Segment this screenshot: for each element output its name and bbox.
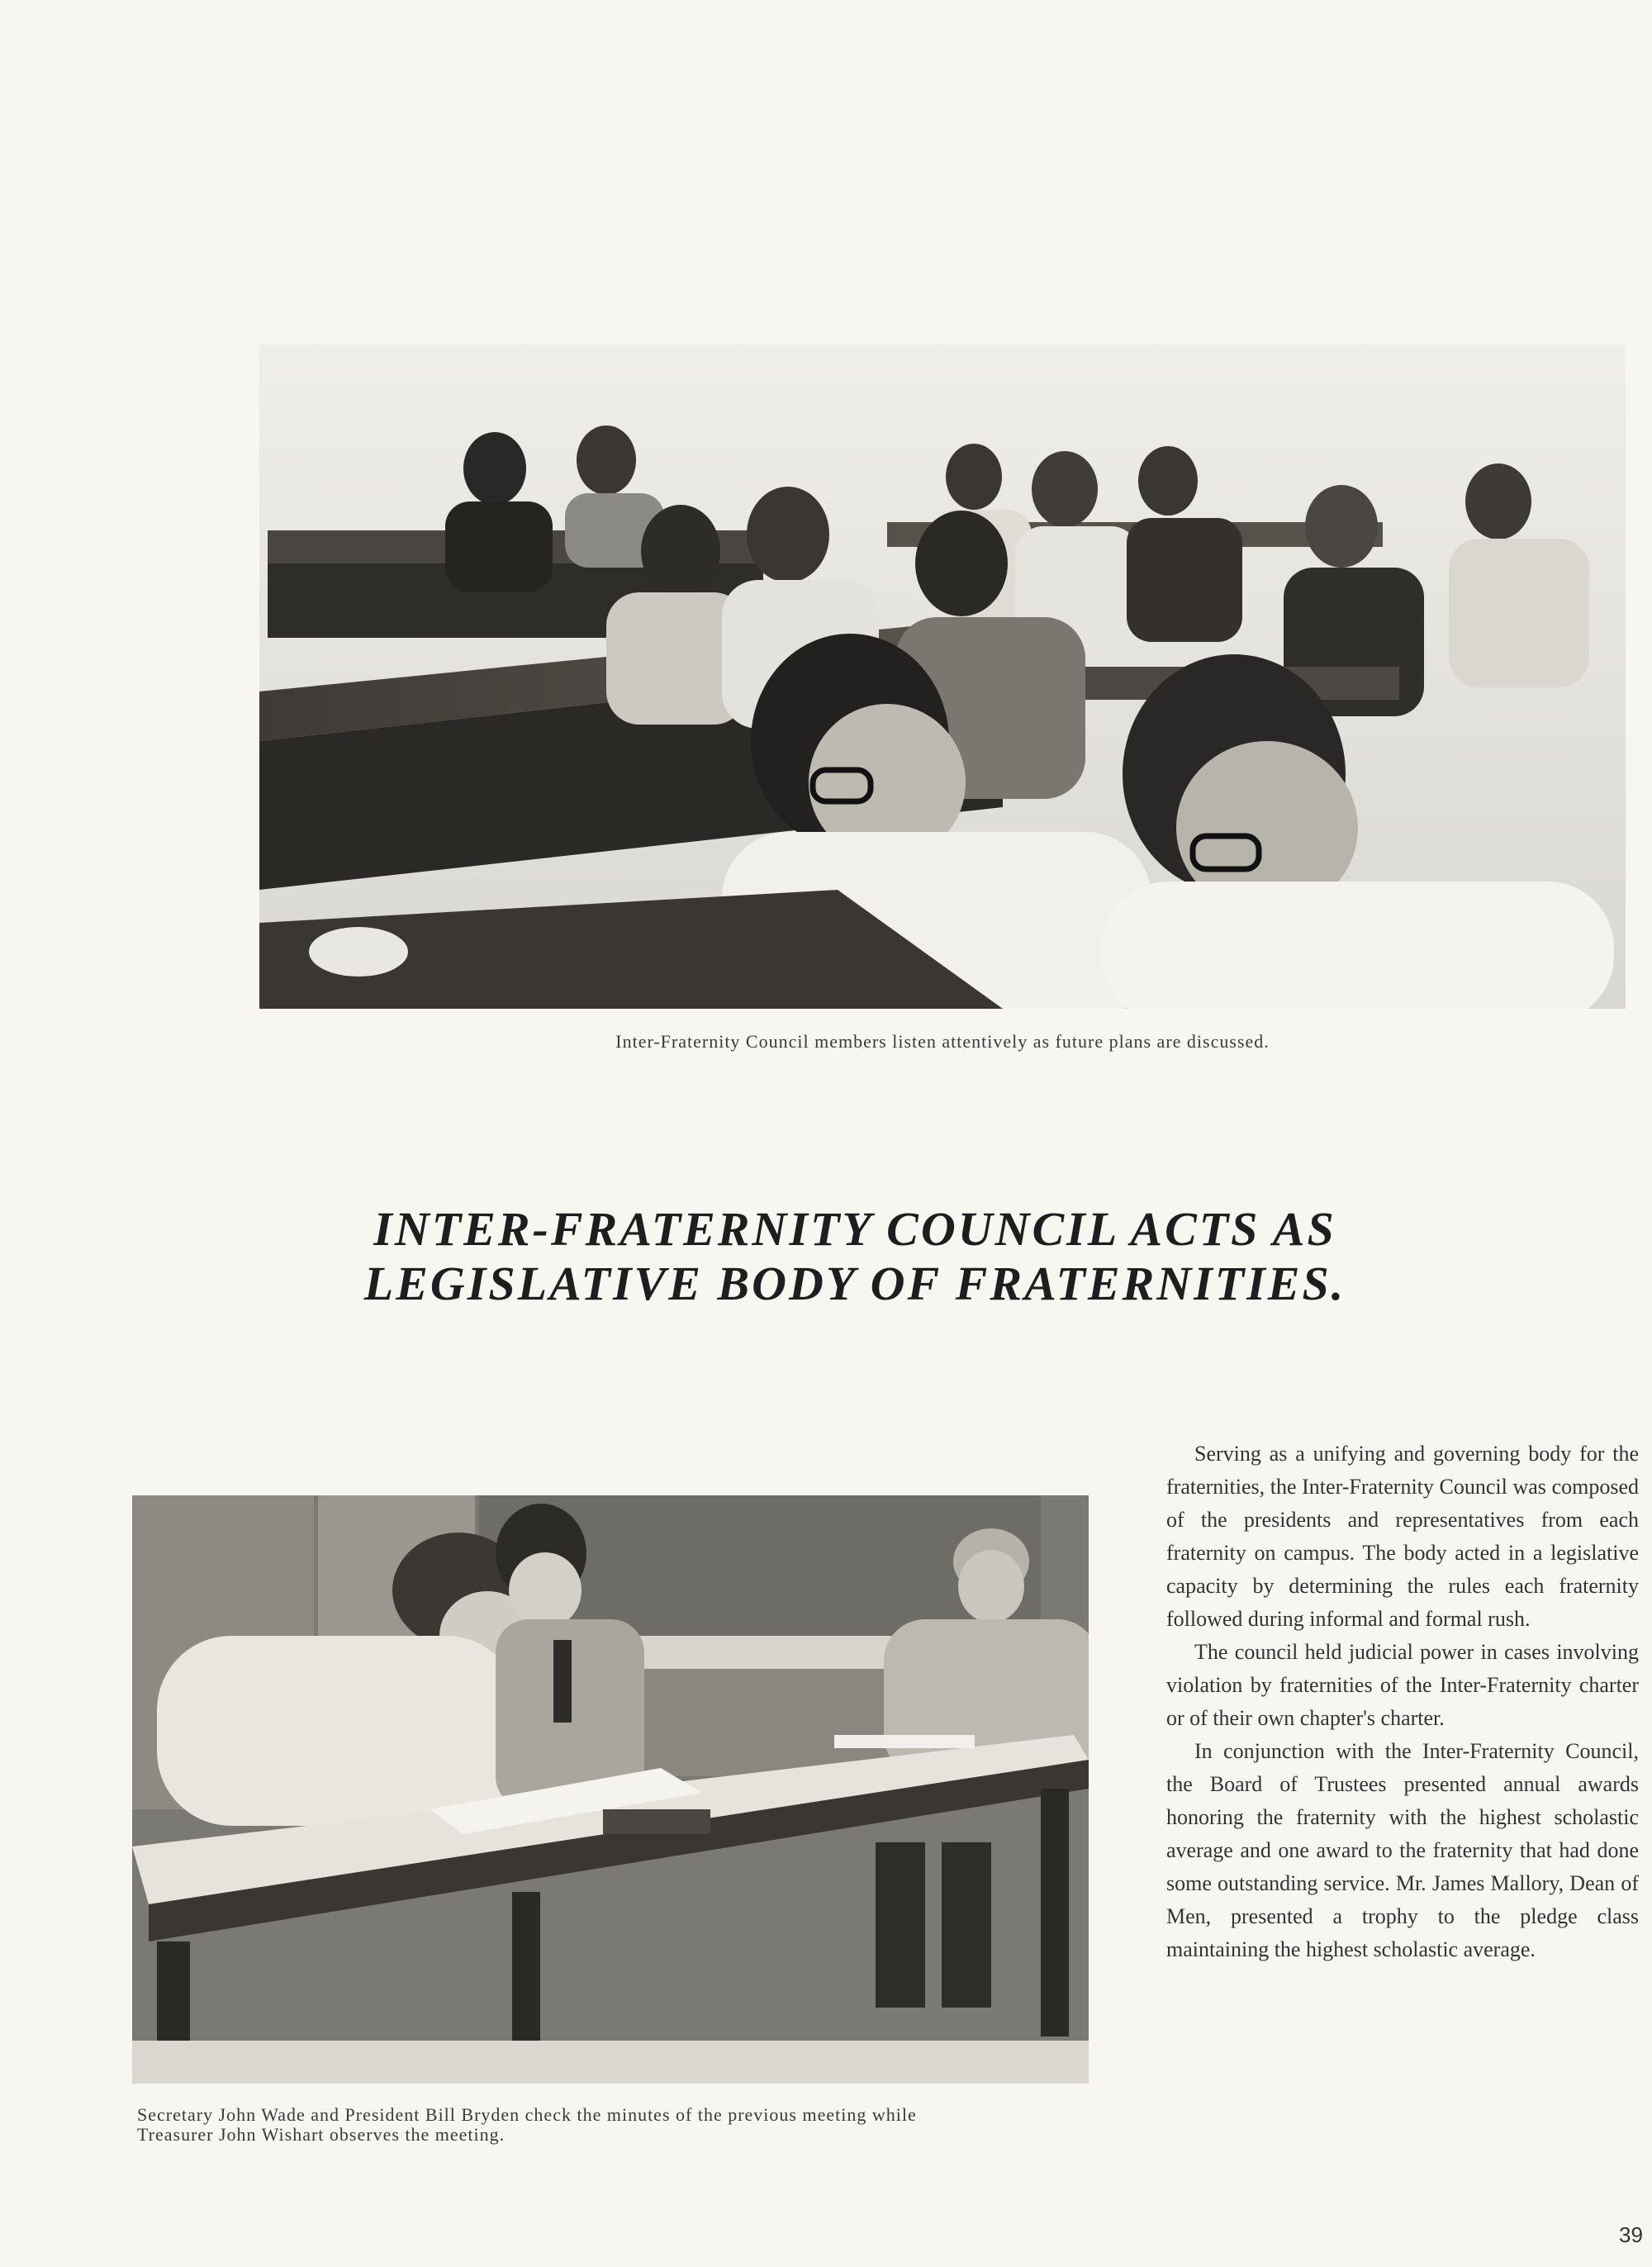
body-paragraph: Serving as a unifying and governing body for the fraternities, the Inter-Fraternity Council was composed of the presidents and representatives from each fraternity on campus. The body acted in a legislative capacity by determining the rules each fraternity followed during informal and formal rush. [1166,1442,1639,1631]
body-paragraph: The council held judicial power in cases involving violation by fraternities of the Inter-Fraternity charter or of their own chapter's charter. [1166,1640,1639,1730]
bottom-photo [132,1495,1089,2084]
body-text-column [1166,1438,1639,1966]
bottom-caption-line-1: Secretary John Wade and President Bill Bryden check the minutes of the previous meeting while [137,2104,917,2125]
bottom-caption-line-2: Treasurer John Wishart observes the meeting. [137,2124,506,2145]
top-photo-caption: Inter-Fraternity Council members listen attentively as future plans are discussed. [615,1031,1270,1052]
body-paragraph: In conjunction with the Inter-Fraternity Council, the Board of Trustees presented annual awards honoring the fraternity with the highest scholastic average and one award to the fraternity that had done some outstanding service. Mr. James Mallory, Dean of Men, presented a trophy to the pledge class maintaining the highest scholastic average. [1166,1739,1639,1961]
top-photo [259,345,1626,1009]
page-number: 39 [1619,2222,1643,2247]
page-headline [248,1202,1462,1311]
top-photo-illustration [259,345,1626,1009]
headline-line-1: INTER-FRATERNITY COUNCIL ACTS AS [373,1202,1336,1256]
bottom-photo-illustration [132,1495,1089,2084]
headline-line-2: LEGISLATIVE BODY OF FRATERNITIES. [363,1257,1346,1310]
bottom-photo-caption [137,2105,1112,2145]
